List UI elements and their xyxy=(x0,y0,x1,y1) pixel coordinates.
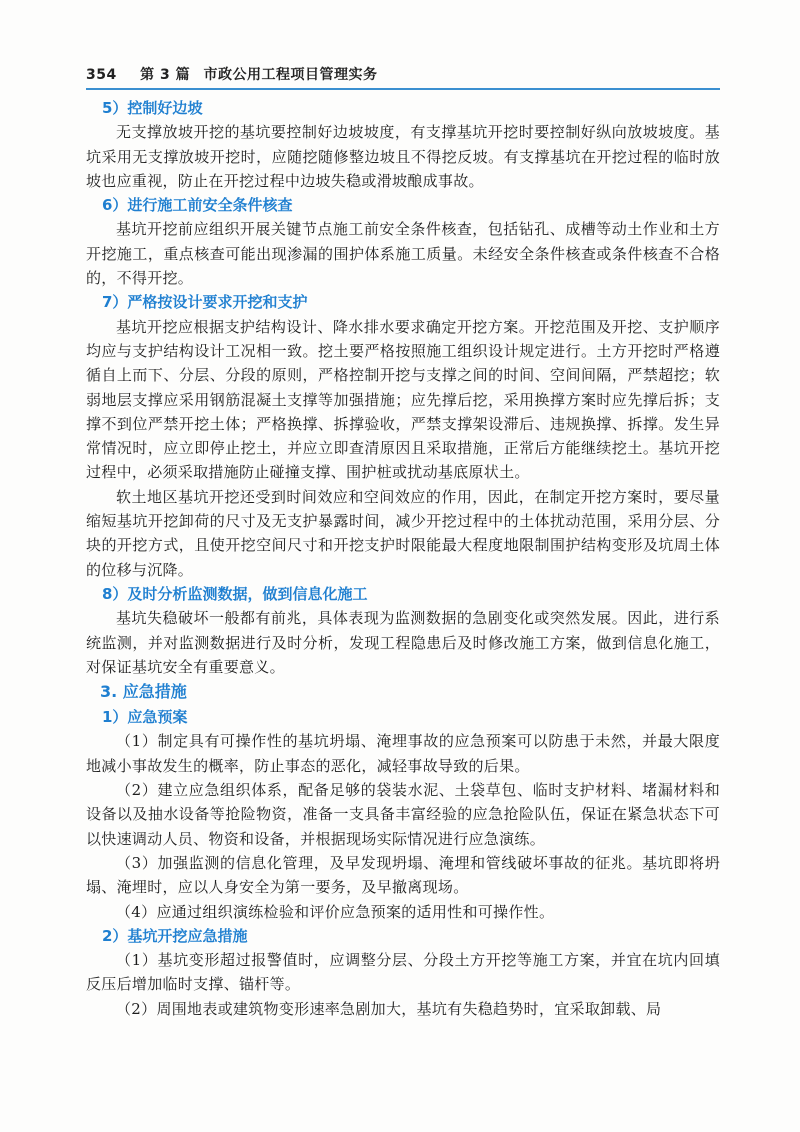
heading-6-safety-check: 6）进行施工前安全条件核查 xyxy=(102,196,293,215)
heading-5-slope-control: 5）控制好边坡 xyxy=(102,99,203,117)
paragraph: （4）应通过组织演练检验和评价应急预案的适用性和可操作性。 xyxy=(116,902,555,921)
page-number: 354 xyxy=(86,67,117,83)
paragraph: 无支撑放坡开挖的基坑要控制好边坡坡度，有支撑基坑开挖时要控制好纵向放坡坡度。基坑采用无支撑放坡开挖时，应随挖随修整边坡且不得挖反坡。有支撑基坑在开挖过程的临时放坡也应重视，防止在开挖过程中边坡失稳或滑坡酿成事故。 xyxy=(86,123,720,190)
page-body xyxy=(86,96,720,1021)
heading-3-emergency-measures: 3. 应急措施 xyxy=(100,682,187,702)
paragraph: （1）基坑变形超过报警值时，应调整分层、分段土方开挖等施工方案，并宜在坑内回填反压后增加临时支撑、锚杆等。 xyxy=(86,951,720,994)
heading-8-monitoring: 8）及时分析监测数据，做到信息化施工 xyxy=(102,584,368,603)
heading-excavation-emergency: 2）基坑开挖应急措施 xyxy=(102,926,248,945)
paragraph: 基坑开挖前应组织开展关键节点施工前安全条件核查，包括钻孔、成槽等动土作业和土方开挖施工，重点核查可能出现渗漏的围护体系施工质量。未经安全条件核查或条件核查不合格的，不得开挖。 xyxy=(86,220,720,288)
paragraph: 基坑失稳破坏一般都有前兆，具体表现为监测数据的急剧变化或突然发展。因此，进行系统监测，并对监测数据进行及时分析，发现工程隐患后及时修改施工方案，做到信息化施工，对保证基坑安全有重要意义。 xyxy=(86,609,720,676)
chapter-label: 第 3 篇 xyxy=(140,67,191,83)
paragraph: （2）建立应急组织体系，配备足够的袋装水泥、土袋草包、临时支护材料、堵漏材料和设备以及抽水设备等抢险物资，准备一支具备丰富经验的应急抢险队伍，保证在紧急状态下可以快速调动人员、物资和设备，并根据现场实际情况进行应急演练。 xyxy=(86,781,720,848)
paragraph: （2）周围地表或建筑物变形速率急剧加大，基坑有失稳趋势时，宜采取卸载、局 xyxy=(116,999,662,1018)
book-title: 市政公用工程项目管理实务 xyxy=(203,67,378,83)
heading-emergency-plan: 1）应急预案 xyxy=(102,708,188,727)
heading-7-excavation-support: 7）严格按设计要求开挖和支护 xyxy=(102,293,308,312)
paragraph: （3）加强监测的信息化管理，及早发现坍塌、淹埋和管线破坏事故的征兆。基坑即将坍塌、淹埋时，应以人身安全为第一要务，及早撤离现场。 xyxy=(86,853,720,897)
header-rule xyxy=(86,88,720,90)
paragraph: 基坑开挖应根据支护结构设计、降水排水要求确定开挖方案。开挖范围及开挖、支护顺序均应与支护结构设计工况相一致。挖土要严格按照施工组织设计规定进行。土方开挖时严格遵循自上而下、分层、分段的原则，严格控制开挖与支撑之间的时间、空间间隔，严禁超挖；软弱地层支撑应采用钢筋混凝土支撑等加强措施；应先撑后挖，采用换撑方案时应先撑后拆；支撑不到位严禁开挖土体；严格换撑、拆撑验收，严禁支撑架设滞后、违规换撑、拆撑。发生异常情况时，应立即停止挖土，并应立即查清原因且采取措施，正常后方能继续挖土。基坑开挖过程中，必须采取措施防止碰撞支撑、围护桩或扰动基底原状土。 xyxy=(86,317,720,482)
paragraph: 软土地区基坑开挖还受到时间效应和空间效应的作用，因此，在制定开挖方案时，要尽量缩短基坑开挖卸荷的尺寸及无支护暴露时间，减少开挖过程中的土体扰动范围，采用分层、分块的开挖方式，且使开挖空间尺寸和开挖支护时限能最大程度地限制围护结构变形及坑周土体的位移与沉降。 xyxy=(86,487,720,579)
running-header xyxy=(86,64,720,86)
paragraph: （1）制定具有可操作性的基坑坍塌、淹埋事故的应急预案可以防患于未然，并最大限度地减小事故发生的概率，防止事态的恶化，减轻事故导致的后果。 xyxy=(86,732,720,775)
